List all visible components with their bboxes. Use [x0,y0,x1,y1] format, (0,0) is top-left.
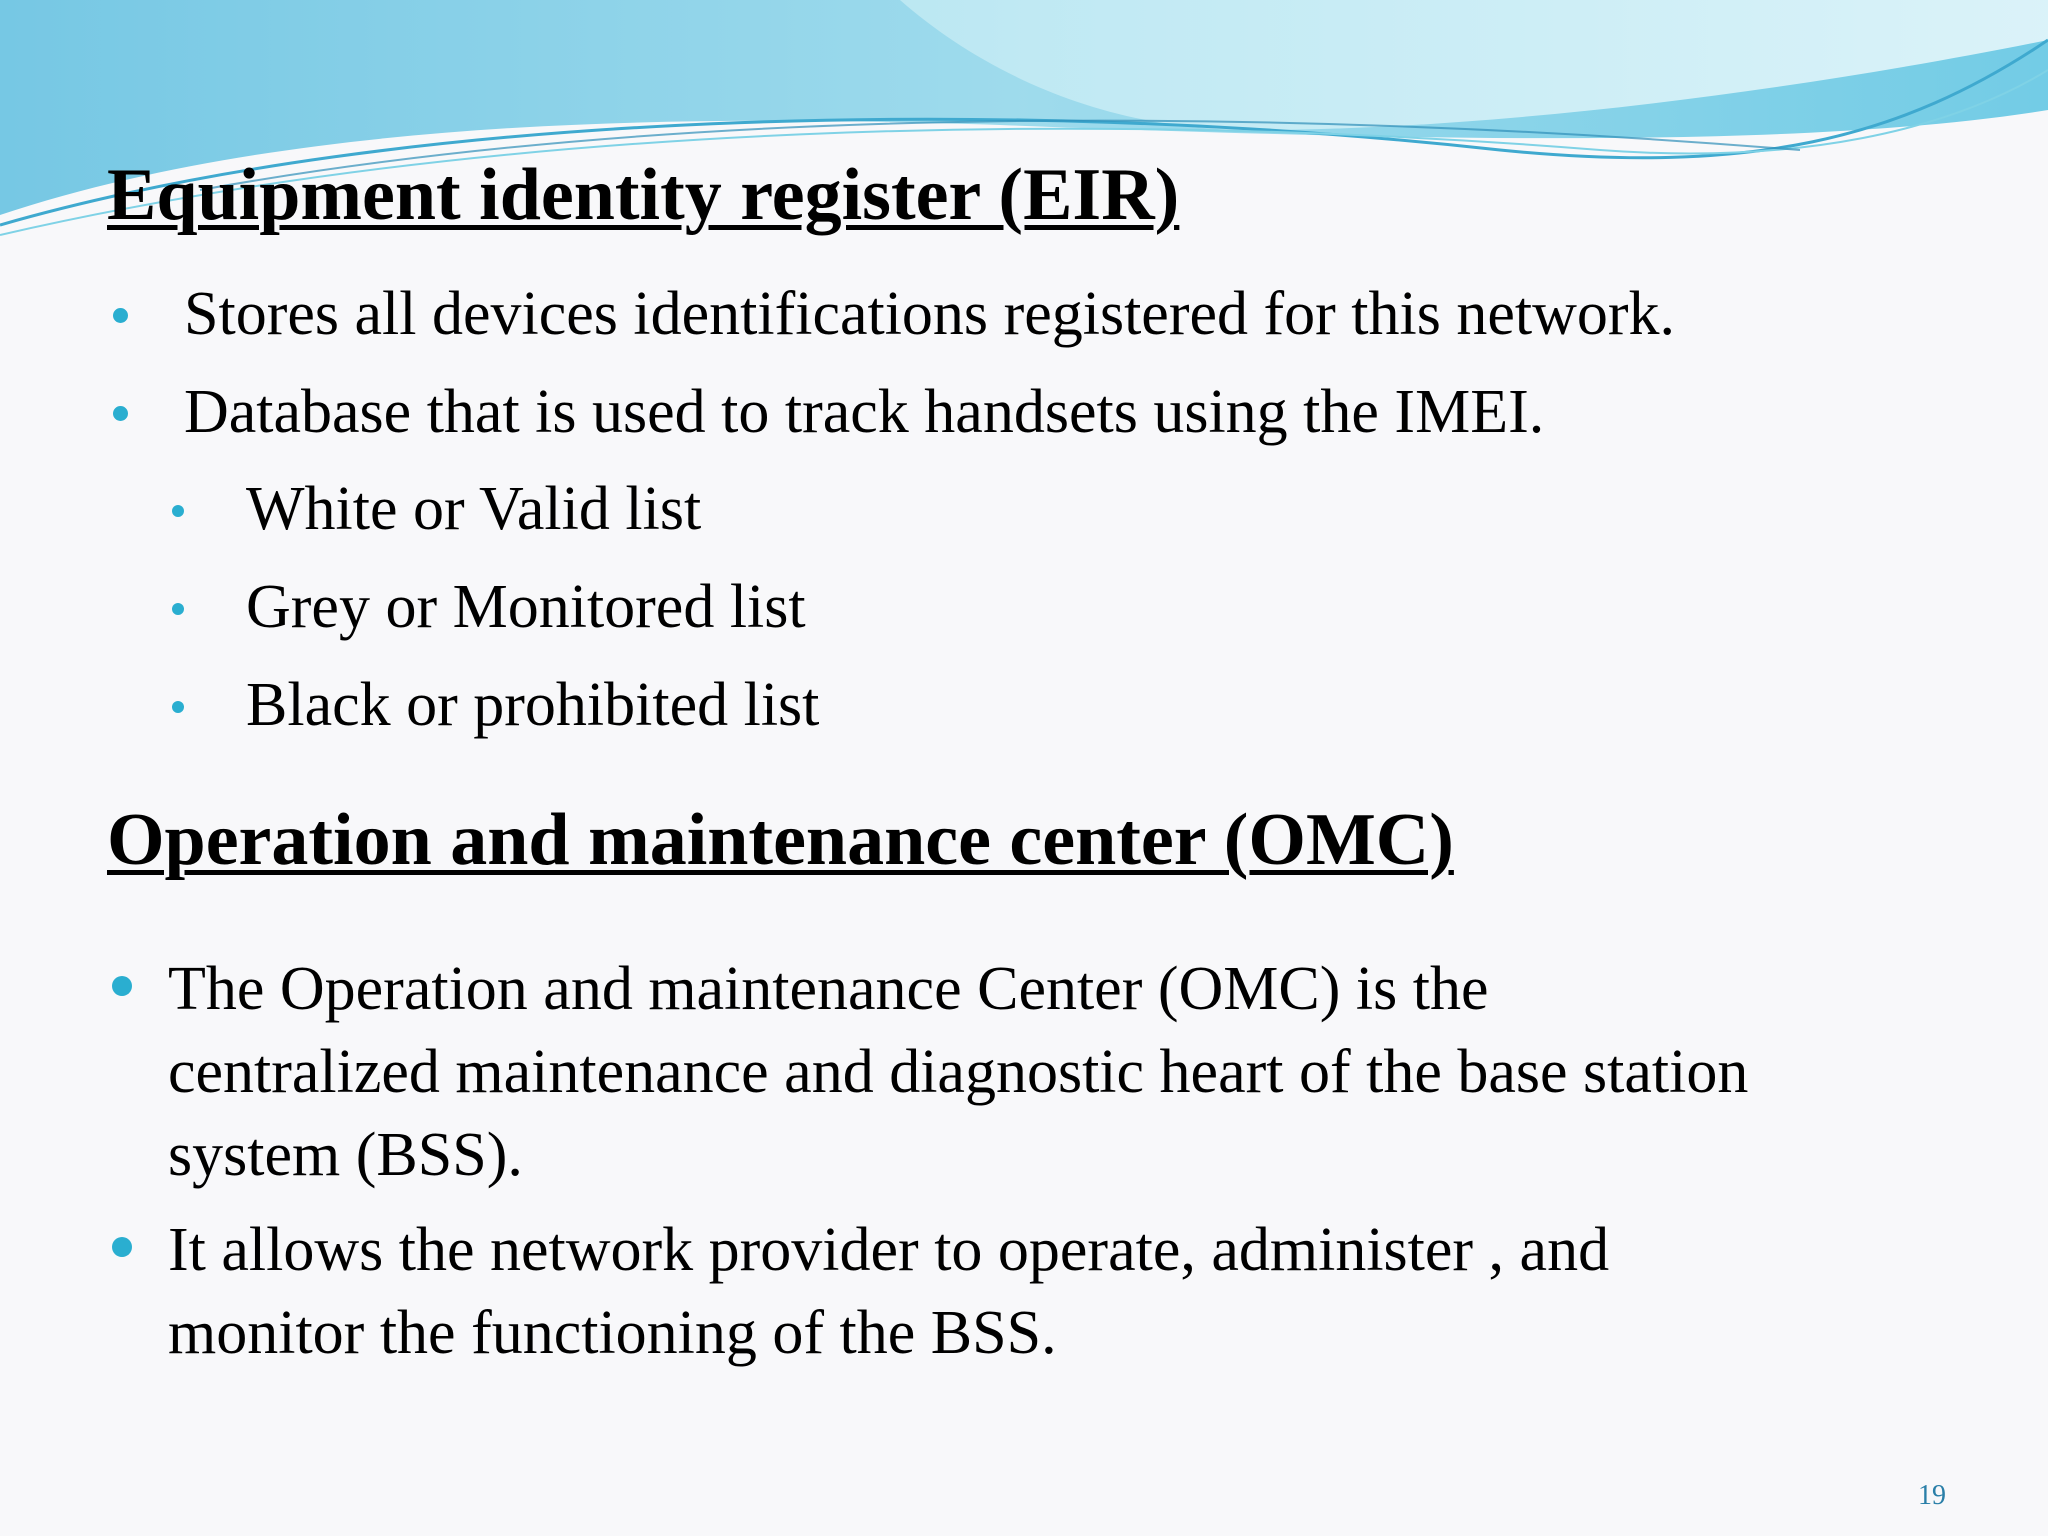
eir-sub-bullet-list [170,460,819,754]
bullet-icon [112,1237,132,1257]
omc-heading: Operation and maintenance center (OMC) [107,799,1454,881]
page-number: 19 [1918,1480,1946,1511]
bullet-text-line: It allows the network provider to operate, administer , and [168,1216,1610,1284]
bullet-icon [113,308,128,323]
list-item [110,1209,1970,1375]
bullet-text: Database that is used to track handsets using the IMEI. [184,378,1545,446]
list-item [110,948,1970,1197]
bullet-icon [112,976,132,996]
eir-heading: Equipment identity register (EIR) [107,154,1180,236]
bullet-text-line: system (BSS). [168,1121,523,1189]
list-item [170,558,819,656]
bullet-text: Stores all devices identifications registered for this network. [184,280,1676,348]
bullet-icon [113,406,128,421]
bullet-icon [172,603,184,615]
bullet-icon [172,701,184,713]
bullet-text-line: centralized maintenance and diagnostic heart of the base station [168,1038,1749,1106]
list-item [170,656,819,754]
sub-bullet-text: Black or prohibited list [246,671,820,739]
omc-bullet-list [110,948,1970,1387]
list-item [110,265,1675,363]
bullet-icon [172,505,184,517]
bullet-text-line: The Operation and maintenance Center (OMC) is the [168,955,1489,1023]
sub-bullet-text: Grey or Monitored list [246,573,806,641]
list-item [110,363,1675,461]
eir-bullet-list [110,265,1675,461]
list-item [170,460,819,558]
bullet-text-line: monitor the functioning of the BSS. [168,1299,1057,1367]
sub-bullet-text: White or Valid list [246,475,702,543]
